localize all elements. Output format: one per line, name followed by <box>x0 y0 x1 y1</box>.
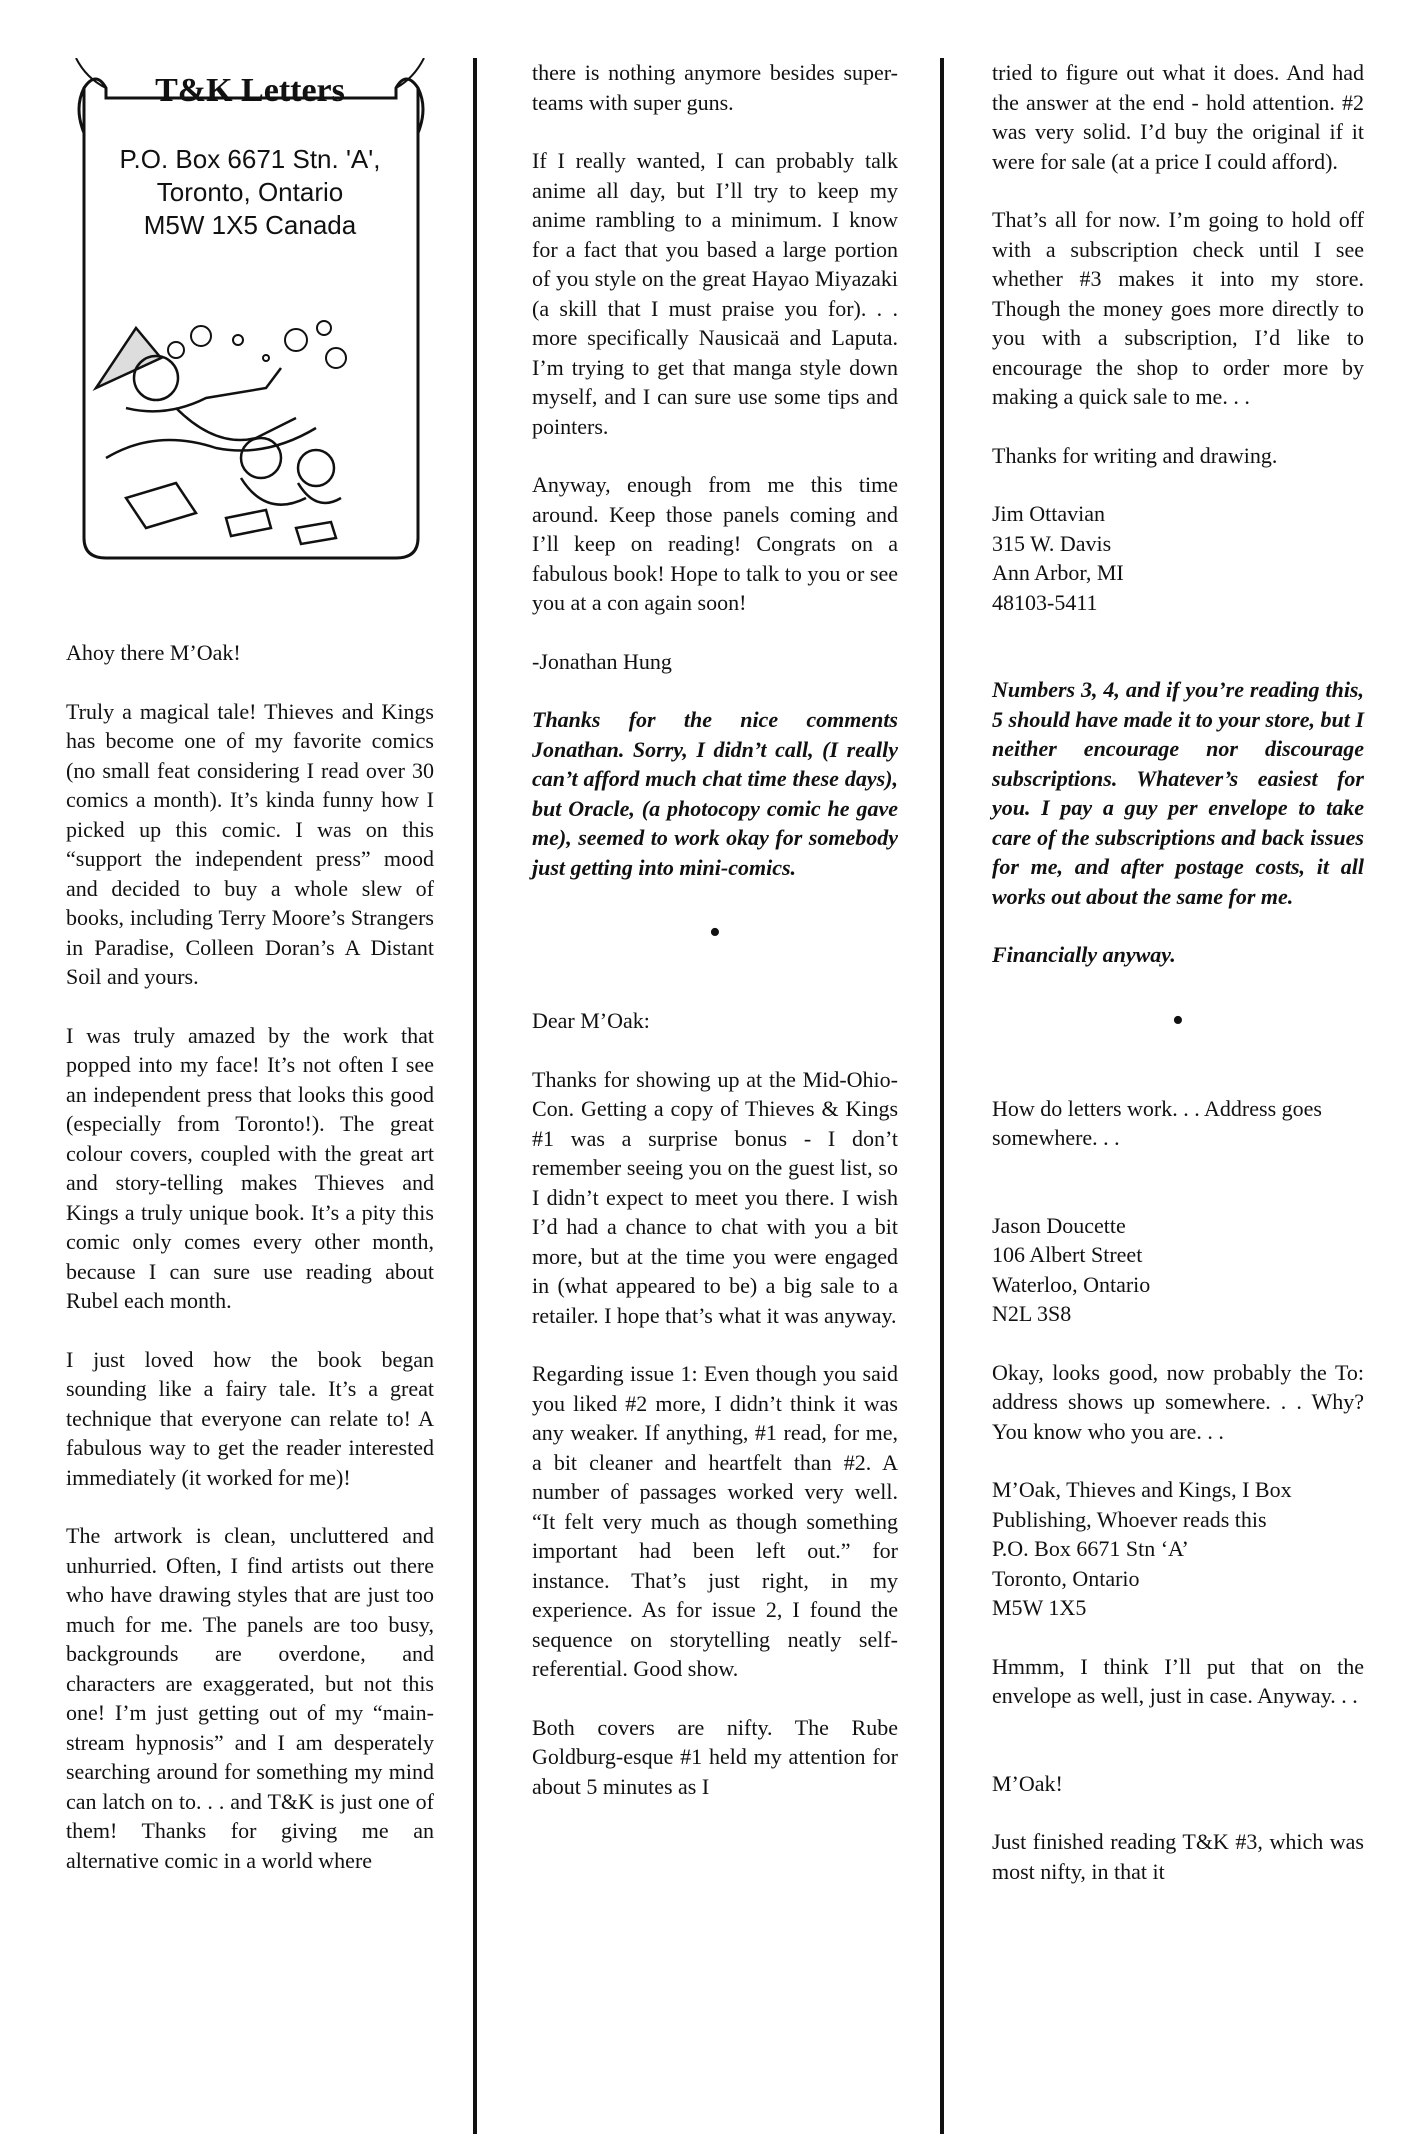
scroll-frame-illustration <box>66 58 434 568</box>
letter-paragraph: Hmmm, I think I’ll put that on the envelope as well, just in case. Anyway. . . <box>992 1653 1364 1708</box>
letter-paragraph: Okay, looks good, now probably the To: address shows up somewhere. . . Why? You know who you are. . . <box>992 1359 1364 1444</box>
letter-greeting: Ahoy there M’Oak! <box>66 640 241 665</box>
address-line: P.O. Box 6671 Stn ‘A’ <box>992 1536 1189 1561</box>
editor-reply: Thanks for the nice comments Jonathan. Sorry, I didn’t call, (I really can’t afford much chat time these days), but Oracle, (a photocopy comic he gave me), seemed to work okay for somebody just getting into mini-comics. <box>532 707 898 880</box>
section-bullet: • <box>709 914 721 951</box>
bubble-icon <box>168 321 346 368</box>
letter-paragraph: I just loved how the book began sounding like a fairy tale. It’s a great technique that everyone can relate to! A fabulous way to get the reader interested immediately (it worked for me)! <box>66 1346 434 1490</box>
letter-paragraph: I was truly amazed by the work that popped into my face! It’s not often I see an independent press that looks this good (especially from Toronto!). The great colour covers, coupled with the great art and story-telling makes Thieves and Kings a truly unique book. It’s a pity this comic only comes every other month, because I can sure use reading about Rubel each month. <box>66 1022 434 1313</box>
address-line: Ann Arbor, MI <box>992 560 1124 585</box>
column-3 <box>992 58 1364 1915</box>
address-line: Waterloo, Ontario <box>992 1271 1151 1297</box>
letters-title: T&K Letters <box>155 72 345 109</box>
sender-address <box>992 499 1364 617</box>
letter-greeting: Dear M’Oak: <box>532 1008 650 1033</box>
letter-paragraph: Both covers are nifty. The Rube Goldburg-esque #1 held my attention for about 5 minutes as I <box>532 1714 898 1799</box>
letter-paragraph: Thanks for showing up at the Mid-Ohio-Con. Getting a copy of Thieves & Kings #1 was a surprise bonus - I don’t remember seeing you on the guest list, so I didn’t expect to meet you there. I wish I’d had a chance to chat with you a bit more, but at the time you were engaged in (what appeared to be) a big sale to a retailer. I hope that’s what it was anyway. <box>532 1066 898 1328</box>
letter-paragraph: Regarding issue 1: Even though you said you liked #2 more, I didn’t think it was any weaker. If anything, #1 read, for me, a bit cleaner and heartfelt than #2. A number of passages worked very well. “It felt very much as though something important had been left out.” for instance. That’s just right, in my experience. As for issue 2, I found the sequence on storytelling neatly self-referential. Good show. <box>532 1361 898 1681</box>
address-line: 315 W. Davis <box>992 530 1112 556</box>
editor-reply: Financially anyway. <box>992 942 1176 967</box>
address-line: Jim Ottavian <box>992 501 1106 526</box>
address-line: M5W 1X5 Canada <box>143 210 357 240</box>
letter-paragraph: Just finished reading T&K #3, which was most nifty, in that it <box>992 1829 1364 1884</box>
letter-signature: -Jonathan Hung <box>532 648 672 674</box>
address-line: M’Oak, Thieves and Kings, I Box Publishing, Whoever reads this <box>992 1477 1292 1532</box>
recipient-address <box>992 1475 1364 1623</box>
section-bullet: • <box>1172 1001 1184 1039</box>
letter-paragraph: there is nothing anymore besides super-teams with super guns. <box>532 60 898 115</box>
address-line: P.O. Box 6671 Stn. 'A', <box>119 144 381 174</box>
letter-paragraph: The artwork is clean, uncluttered and unhurried. Often, I find artists out there who have drawing styles that are just too much for me. The panels are too busy, backgrounds are overdone, and characters are exaggerated, but not this one! I’m just getting out of my “main-stream hypnosis” and I am desperately searching around for something my mind can latch on to. . . and T&K is just one of them! Thanks for giving me an alternative comic in a world where <box>66 1523 434 1873</box>
column-1 <box>66 58 434 1904</box>
letter-paragraph: How do letters work. . . Address goes somewhere. . . <box>992 1095 1322 1150</box>
address-line: 106 Albert Street <box>992 1242 1143 1267</box>
letter-paragraph: tried to figure out what it does. And had the answer at the end - hold attention. #2 was very solid. I’d buy the original if it were for sale (at a price I could afford). <box>992 60 1364 174</box>
letter-greeting: M’Oak! <box>992 1770 1063 1796</box>
address-line: Toronto, Ontario <box>992 1565 1140 1591</box>
letters-header-box <box>66 58 434 568</box>
editor-reply: Numbers 3, 4, and if you’re reading this, 5 should have made it to your store, but I neither encourage nor discourage subscriptions. Whatever’s easiest for you. I pay a guy per envelope to take care of the subscriptions and back issues for me, and after postage costs, it all works out about the same for me. <box>992 677 1364 909</box>
column-divider-left <box>473 58 477 2134</box>
letter-paragraph: That’s all for now. I’m going to hold off with a subscription check until I see whether #3 makes it into my store. Though the money goes more directly to you with a subscription, I’d like to encourage the shop to order more by making a quick sale to me. . . <box>992 207 1364 409</box>
letter-paragraph: If I really wanted, I can probably talk anime all day, but I’ll try to keep my anime rambling to a minimum. I know for a fact that you based a large portion of you style on the great Hayao Miyazaki (a skill that I must praise you for). . . more specifically Nausicaä and Laputa. I’m trying to get that manga style down myself, and I can sure use some tips and pointers. <box>532 148 898 439</box>
address-line: Jason Doucette <box>992 1212 1126 1238</box>
address-line: 48103-5411 <box>992 589 1098 615</box>
address-line: N2L 3S8 <box>992 1301 1072 1326</box>
address-line: Toronto, Ontario <box>156 177 344 207</box>
address-line: M5W 1X5 <box>992 1595 1087 1620</box>
letter-paragraph: Truly a magical tale! Thieves and Kings has become one of my favorite comics (no small feat considering I read over 30 comics a month). It’s kinda funny how I picked up this comic. I was on this “support the independent press” mood and decided to buy a whole slew of books, including Terry Moore’s Strangers in Paradise, Colleen Doran’s A Distant Soil and yours. <box>66 698 434 989</box>
column-divider-right <box>940 58 944 2134</box>
sender-address <box>992 1211 1364 1329</box>
letter-paragraph: Anyway, enough from me this time around. Keep those panels coming and I’ll keep on reading! Congrats on a fabulous book! Hope to talk to you or see you at a con again soon! <box>532 472 898 615</box>
column-2 <box>532 58 898 1830</box>
letter-paragraph: Thanks for writing and drawing. <box>992 442 1278 468</box>
mailing-address <box>66 143 434 242</box>
figure-illustration <box>96 328 341 544</box>
